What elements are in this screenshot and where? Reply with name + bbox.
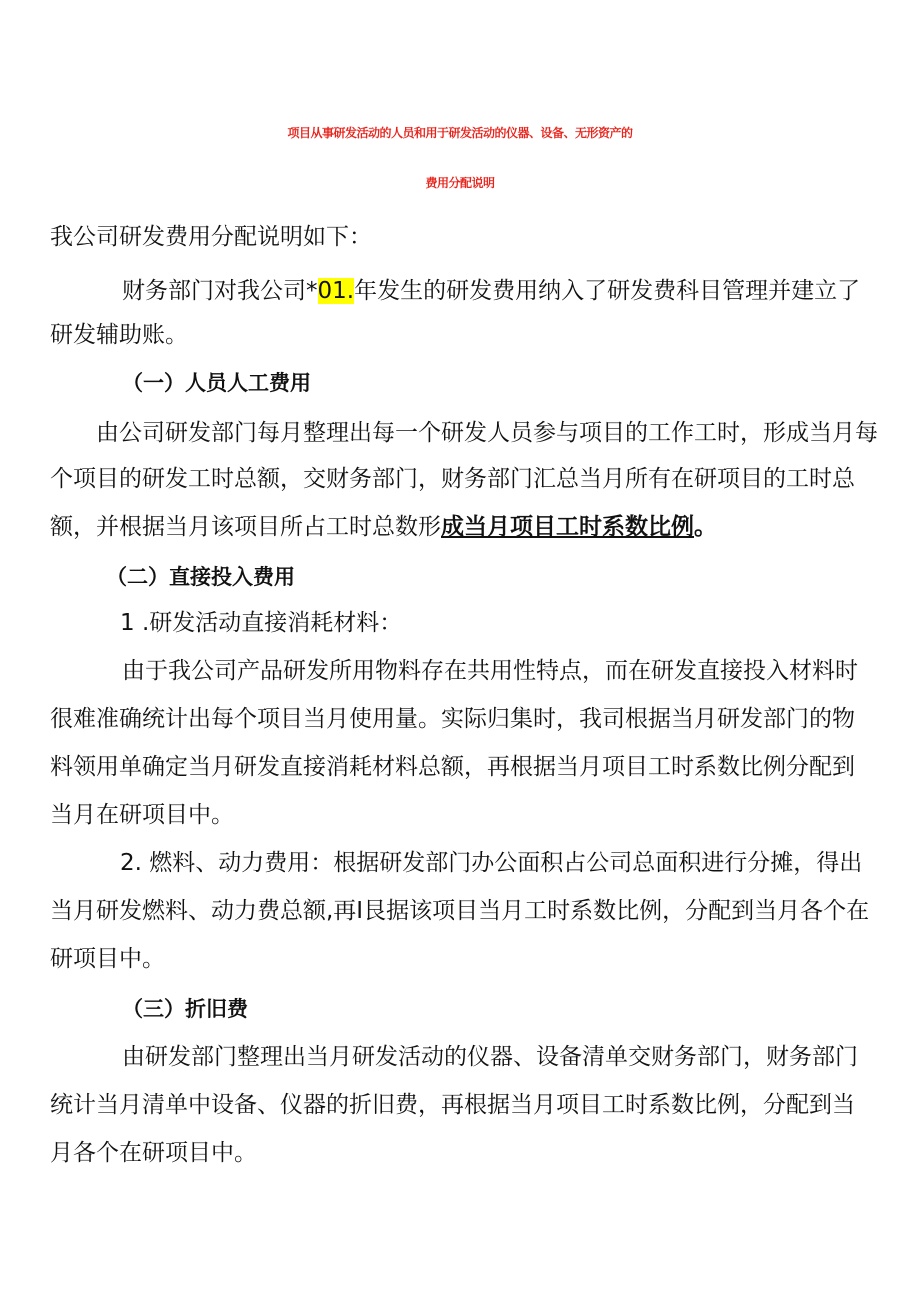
- section2-item2-line3: 研项目中。: [50, 946, 165, 972]
- para1-line1: [122, 276, 860, 306]
- section1-line3: [50, 512, 717, 542]
- section2-heading: （二）直接投入费用: [106, 565, 295, 589]
- intro-text: 我公司研发费用分配说明如下：: [50, 224, 372, 250]
- para1-text-after: 年发生的研发费用纳入了研发费科目管理并建立了: [354, 278, 861, 304]
- para1-line2: 研发辅助账。: [50, 322, 188, 348]
- section2-item1-line2: 很难准确统计出每个项目当月使用量。实际归集时，我司根据当月研发部门的物: [50, 706, 855, 732]
- section1-line1: 由公司研发部门每月整理出每一个研发人员参与项目的工作工时，形成当月每: [96, 420, 878, 446]
- section2-item1-title: 1 .研发活动直接消耗材料：: [120, 610, 403, 636]
- section1-line3-normal: 额，并根据当月该项目所占工时总数形: [50, 514, 441, 540]
- section1-line3-emphasis: 成当月项目工时系数比例: [441, 514, 694, 540]
- para1-text-before: 财务部门对我公司*: [122, 278, 318, 304]
- section2-item1-line4: 当月在研项目中。: [50, 802, 234, 828]
- section3-line1: 由研发部门整理出当月研发活动的仪器、设备清单交财务部门，财务部门: [122, 1044, 858, 1070]
- section2-item1-line1: 由于我公司产品研发所用物料存在共用性特点，而在研发直接投入材料时: [122, 658, 858, 684]
- section1-line2: 个项目的研发工时总额，交财务部门，财务部门汇总当月所有在研项目的工时总: [50, 466, 855, 492]
- section3-line2: 统计当月清单中设备、仪器的折旧费，再根据当月项目工时系数比例，分配到当: [50, 1092, 855, 1118]
- highlighted-year: 01.: [317, 278, 355, 304]
- section3-line3: 月各个在研项目中。: [50, 1140, 257, 1166]
- section3-heading: （三）折旧费: [122, 997, 248, 1021]
- section2-item2-line1: 2. 燃料、动力费用：根据研发部门办公面积占公司总面积进行分摊，得出: [120, 850, 863, 876]
- document-title-line2: 费用分配说明: [425, 176, 495, 190]
- section1-line3-end: 。: [694, 514, 717, 540]
- section2-item1-line3: 料领用单确定当月研发直接消耗材料总额，再根据当月项目工时系数比例分配到: [50, 754, 855, 780]
- section2-item2-line2: 当月研发燃料、动力费总额,再I艮据该项目当月工时系数比例，分配到当月各个在: [50, 898, 870, 924]
- document-title-line1: 项目从事研发活动的人员和用于研发活动的仪器、设备、无形资产的: [287, 126, 633, 140]
- section1-heading: （一）人员人工费用: [122, 371, 311, 395]
